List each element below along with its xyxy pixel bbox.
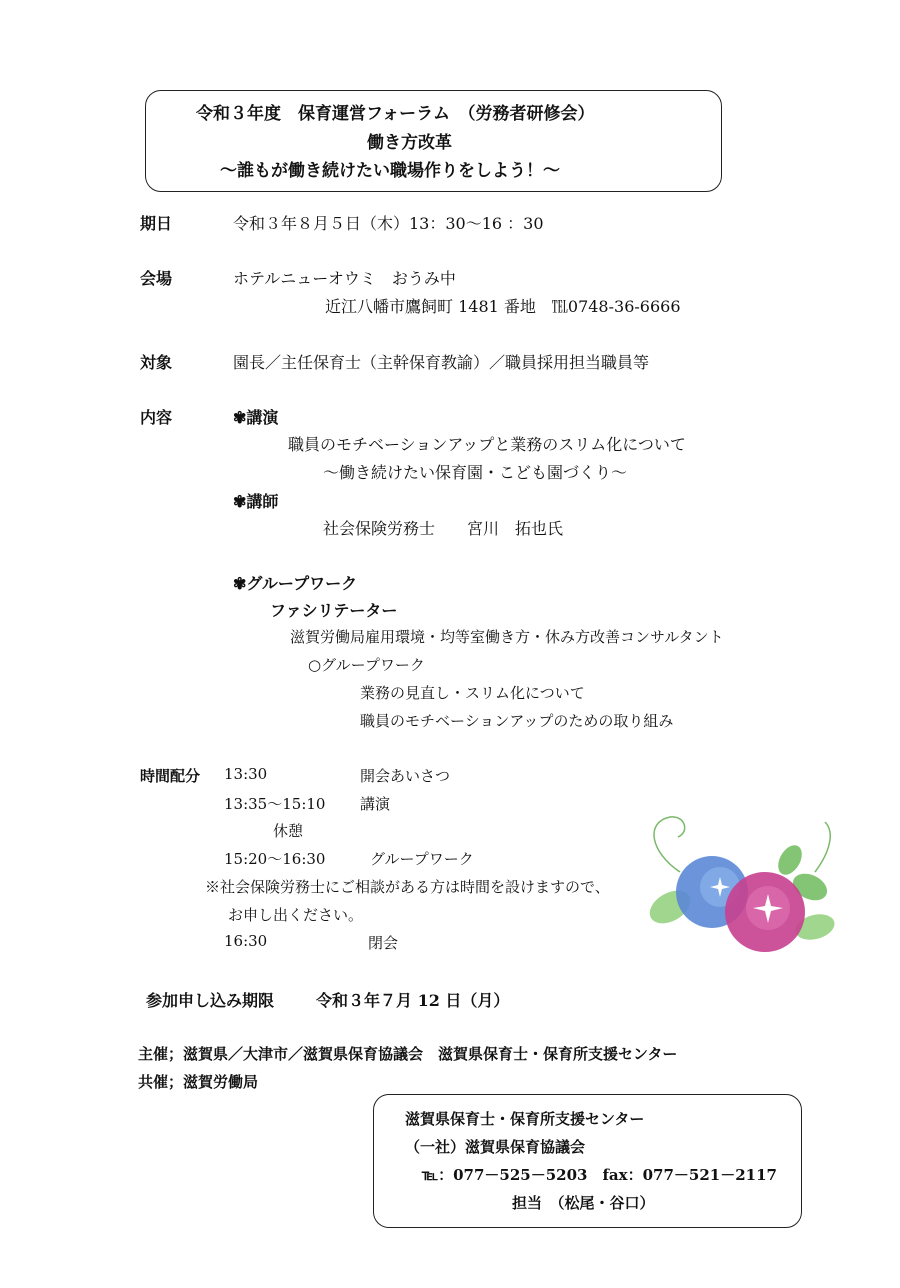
schedule-event: 閉会 (368, 934, 399, 952)
schedule-label: 時間配分 (140, 767, 201, 785)
schedule-time: 16:30 (224, 932, 268, 950)
deadline-label: 参加申し込み期限 (146, 991, 275, 1010)
title-line-2: 働き方改革 (367, 133, 452, 153)
schedule-event: 開会あいさつ (360, 767, 451, 785)
organizer: 主催；滋賀県／大津市／滋賀県保育協議会 滋賀県保育士・保育所支援センター (138, 1045, 678, 1063)
date-label: 期日 (140, 214, 173, 233)
schedule-event: 講演 (360, 795, 391, 813)
group-sub-heading: ○グループワーク (308, 656, 425, 674)
lecturer-heading: ✾講師 (233, 492, 279, 511)
schedule-time: 13:35～15:10 (224, 795, 326, 813)
lecture-heading: ✾講演 (233, 408, 279, 427)
cosponsor: 共催；滋賀労働局 (138, 1073, 259, 1091)
topic-2: 職員のモチベーションアップのための取り組み (360, 712, 674, 730)
contact-phone-fax: ℡：077－525－5203 fax：077－521－2117 (422, 1166, 777, 1184)
schedule-event: 休憩 (273, 822, 304, 840)
morning-glory-illustration (640, 812, 840, 962)
contact-association: （一社）滋賀県保育協議会 (405, 1138, 586, 1156)
contact-person: 担当 （松尾・谷口） (512, 1194, 655, 1212)
date-value: 令和３年８月５日（木）13：30～16 ：30 (233, 214, 544, 233)
facilitator-name: 滋賀労働局雇用環境・均等室働き方・休み方改善コンサルタント (290, 628, 724, 646)
facilitator-heading: ファシリテーター (270, 601, 398, 620)
lecturer-name: 社会保険労務士 宮川 拓也氏 (323, 519, 564, 538)
title-line-1: 令和３年度 保育運営フォーラム （労務者研修会） (196, 104, 595, 124)
schedule-time: 13:30 (224, 765, 268, 783)
deadline-value: 令和３年７月 12 日（月） (316, 991, 510, 1010)
topic-1: 業務の見直し・スリム化について (360, 684, 585, 702)
venue-label: 会場 (140, 269, 173, 288)
schedule-time: 15:20～16:30 (224, 850, 326, 868)
group-heading: ✾グループワーク (233, 574, 358, 593)
title-line-3: ～誰もが働き続けたい職場作りをしよう！～ (220, 161, 560, 181)
schedule-event: グループワーク (370, 850, 474, 868)
contact-center: 滋賀県保育士・保育所支援センター (405, 1110, 645, 1128)
schedule-note: お申し出ください。 (228, 906, 364, 924)
venue-address: 近江八幡市鷹飼町 1481 番地 ℡0748-36-6666 (325, 297, 681, 316)
target-value: 園長／主任保育士（主幹保育教諭）／職員採用担当職員等 (233, 353, 650, 372)
schedule-note: ※社会保険労務士にご相談がある方は時間を設けますので、 (205, 878, 610, 896)
target-label: 対象 (140, 353, 173, 372)
lecture-title: 職員のモチベーションアップと業務のスリム化について (288, 435, 686, 454)
lecture-subtitle: ～働き続けたい保育園・こども園づくり～ (323, 463, 628, 482)
venue-name: ホテルニューオウミ おうみ中 (233, 269, 456, 288)
content-label: 内容 (140, 408, 173, 427)
